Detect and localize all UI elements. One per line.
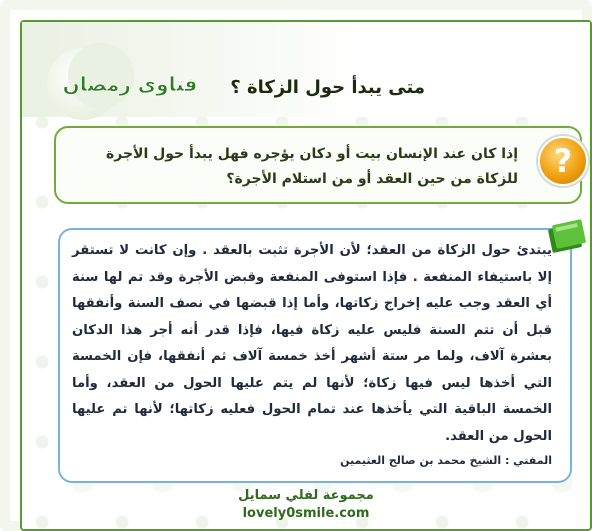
footer-group-name: مجموعة لفلي سمايل [238,488,374,503]
logo-text: فتاوى رمضان [62,72,198,96]
mufti-attribution: المفتي : الشيخ محمد بن صالح العثيمين [340,454,552,467]
question-text: إذا كان عند الإنسان بيت أو دكان يؤجره فهل يبدأ حول الأجرة للزكاة من حين العقد أو من استلام الأجرة؟ [105,146,518,187]
answer-box [58,228,572,483]
answer-text: يبتدئ حول الزكاة من العقد؛ لأن الأجرة تثبت بالعقد . وإن كانت لا تستقر إلا باستيفاء المنفعة . فإذا استوفى المنفعة وقبض الأجرة وقد تم لها سنة أي العقد وجب عليه إخراج زكاتها، وأما إذا قبضها في نصف السنة وأنفقها قبل أن تتم السنة فليس عليه زكاة فيها، فإذا قدر أنه أجر هذا الدكان بعشرة آلاف، ولما مر ستة أشهر أخذ خمسة آلاف ثم أنفقها، فإن الخمسة التي أخذها ليس فيها زكاة؛ لأنها لم يتم عليها الحول من العقد، وأما الخمسة الباقية التي يأخذها عند تمام الحول فعليه زكاتها؛ لأنها تم عليها الحول من العقد. [72,243,552,444]
question-box [54,126,582,204]
card-frame [20,20,592,531]
question-mark-icon: ? [538,136,588,186]
ramadan-fatwa-logo [38,36,198,126]
footer-website-link[interactable]: lovely0smile.com [242,506,370,521]
page-title: متى يبدأ حول الزكاة ؟ [230,77,425,98]
